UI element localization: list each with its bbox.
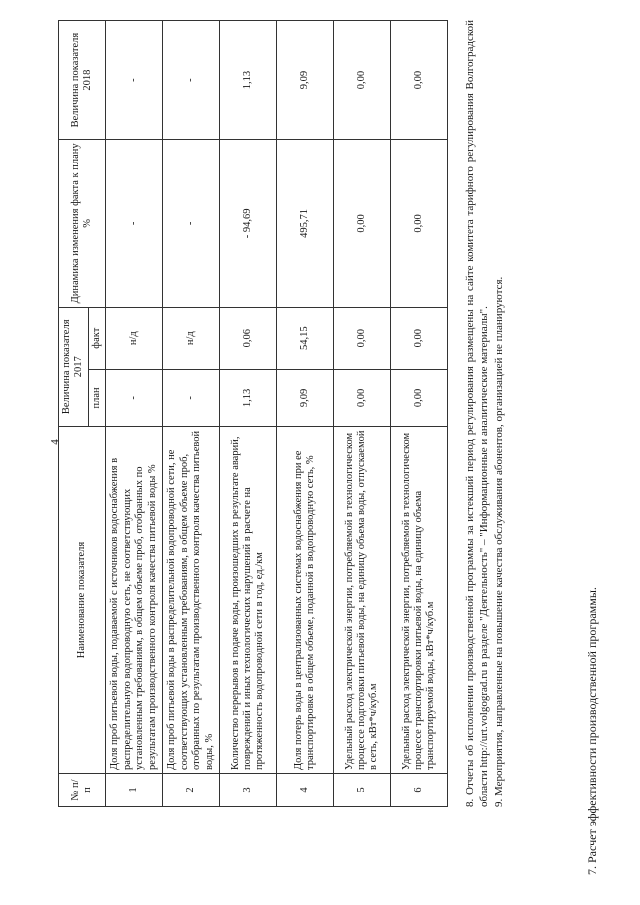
cell-value-2018: -: [106, 21, 163, 140]
header-value-2017: Величина показателя 2017: [59, 307, 89, 426]
cell-dynamics: 0,00: [334, 140, 391, 307]
table-row: [334, 21, 391, 807]
header-name: Наименование показателя: [59, 427, 106, 774]
cell-fact: н/д: [163, 307, 220, 369]
header-fact: факт: [88, 307, 105, 369]
cell-name: Доля проб питьевой воды, подаваемой с источников водоснабжения в распределительную водопроводную сеть, не соответствующих установленным требованиям, в общем объеме проб, отобранных по результатам производственного контроля качества питьевой воды %: [106, 427, 163, 774]
cell-plan: 0,00: [391, 369, 448, 426]
cell-value-2018: -: [163, 21, 220, 140]
cell-dynamics: 495,71: [277, 140, 334, 307]
header-dynamics: Динамика изменения факта к плану %: [59, 140, 106, 307]
cell-fact: 0,00: [334, 307, 391, 369]
cell-name: Количество перерывов в подаче воды, произошедших в результате аварий, повреждений и иных технологических нарушений в расчете на протяженность водопроводной сети в год, ед./км: [220, 427, 277, 774]
cell-num: 5: [334, 774, 391, 807]
cell-name: Доля потерь воды в централизованных системах водоснабжения при ее транспортировке в общем объеме, поданной в водопроводную сеть, %: [277, 427, 334, 774]
table-row: [277, 21, 334, 807]
cell-fact: 0,00: [391, 307, 448, 369]
cell-num: 4: [277, 774, 334, 807]
cell-name: Удельный расход электрической энергии, потребляемой в технологическом процессе подготовки питьевой воды, на единицу объема воды, отпускаемой в сеть, кВт*ч/куб.м: [334, 427, 391, 774]
cell-name: Удельный расход электрической энергии, потребляемой в технологическом процессе транспортировки питьевой воды, на единицу объема транспортируемой воды, кВт*ч/куб.м: [391, 427, 448, 774]
cell-num: 1: [106, 774, 163, 807]
cell-plan: 0,00: [334, 369, 391, 426]
cell-plan: -: [163, 369, 220, 426]
cell-value-2018: 0,00: [391, 21, 448, 140]
cell-dynamics: -: [106, 140, 163, 307]
table-body: [106, 21, 448, 807]
note-item-8: 8. Отчеты об исполнении производственной программы за истекший период регулирования размещены на сайте комитета тарифного регулирования Волгоградской области http://urt.volgograd.ru в разделе "Деятельность" – "Информационные и аналитические материалы".: [464, 20, 491, 807]
page-number: 4: [49, 439, 61, 445]
cell-num: 2: [163, 774, 220, 807]
table-row: [220, 21, 277, 807]
table-row: [391, 21, 448, 807]
section-title: 7. Расчет эффективности производственной программы.: [585, 587, 599, 875]
notes: [463, 20, 506, 807]
cell-dynamics: -: [163, 140, 220, 307]
cell-value-2018: 1,13: [220, 21, 277, 140]
note-item-9: 9. Мероприятия, направленные на повышение качества обслуживания абонентов, организацией не планируются.: [492, 276, 505, 807]
header-plan: план: [88, 369, 105, 426]
cell-plan: 9,09: [277, 369, 334, 426]
header-value-2018: Величина показателя 2018: [59, 21, 106, 140]
cell-fact: 0,06: [220, 307, 277, 369]
cell-name: Доля проб питьевой воды в распределительной водопроводной сети, не соответствующих установленным требованиям, в общем объеме проб, отобранных по результатам производственного контроля качества питьевой воды, %: [163, 427, 220, 774]
cell-plan: 1,13: [220, 369, 277, 426]
efficiency-table: [58, 20, 448, 807]
cell-fact: 54,15: [277, 307, 334, 369]
table-row: [163, 21, 220, 807]
cell-dynamics: - 94,69: [220, 140, 277, 307]
header-num: № п/п: [59, 774, 106, 807]
table-header-row: [59, 21, 89, 807]
cell-value-2018: 9,09: [277, 21, 334, 140]
cell-fact: н/д: [106, 307, 163, 369]
cell-num: 6: [391, 774, 448, 807]
cell-plan: -: [106, 369, 163, 426]
cell-num: 3: [220, 774, 277, 807]
table-row: [106, 21, 163, 807]
cell-dynamics: 0,00: [391, 140, 448, 307]
cell-value-2018: 0,00: [334, 21, 391, 140]
